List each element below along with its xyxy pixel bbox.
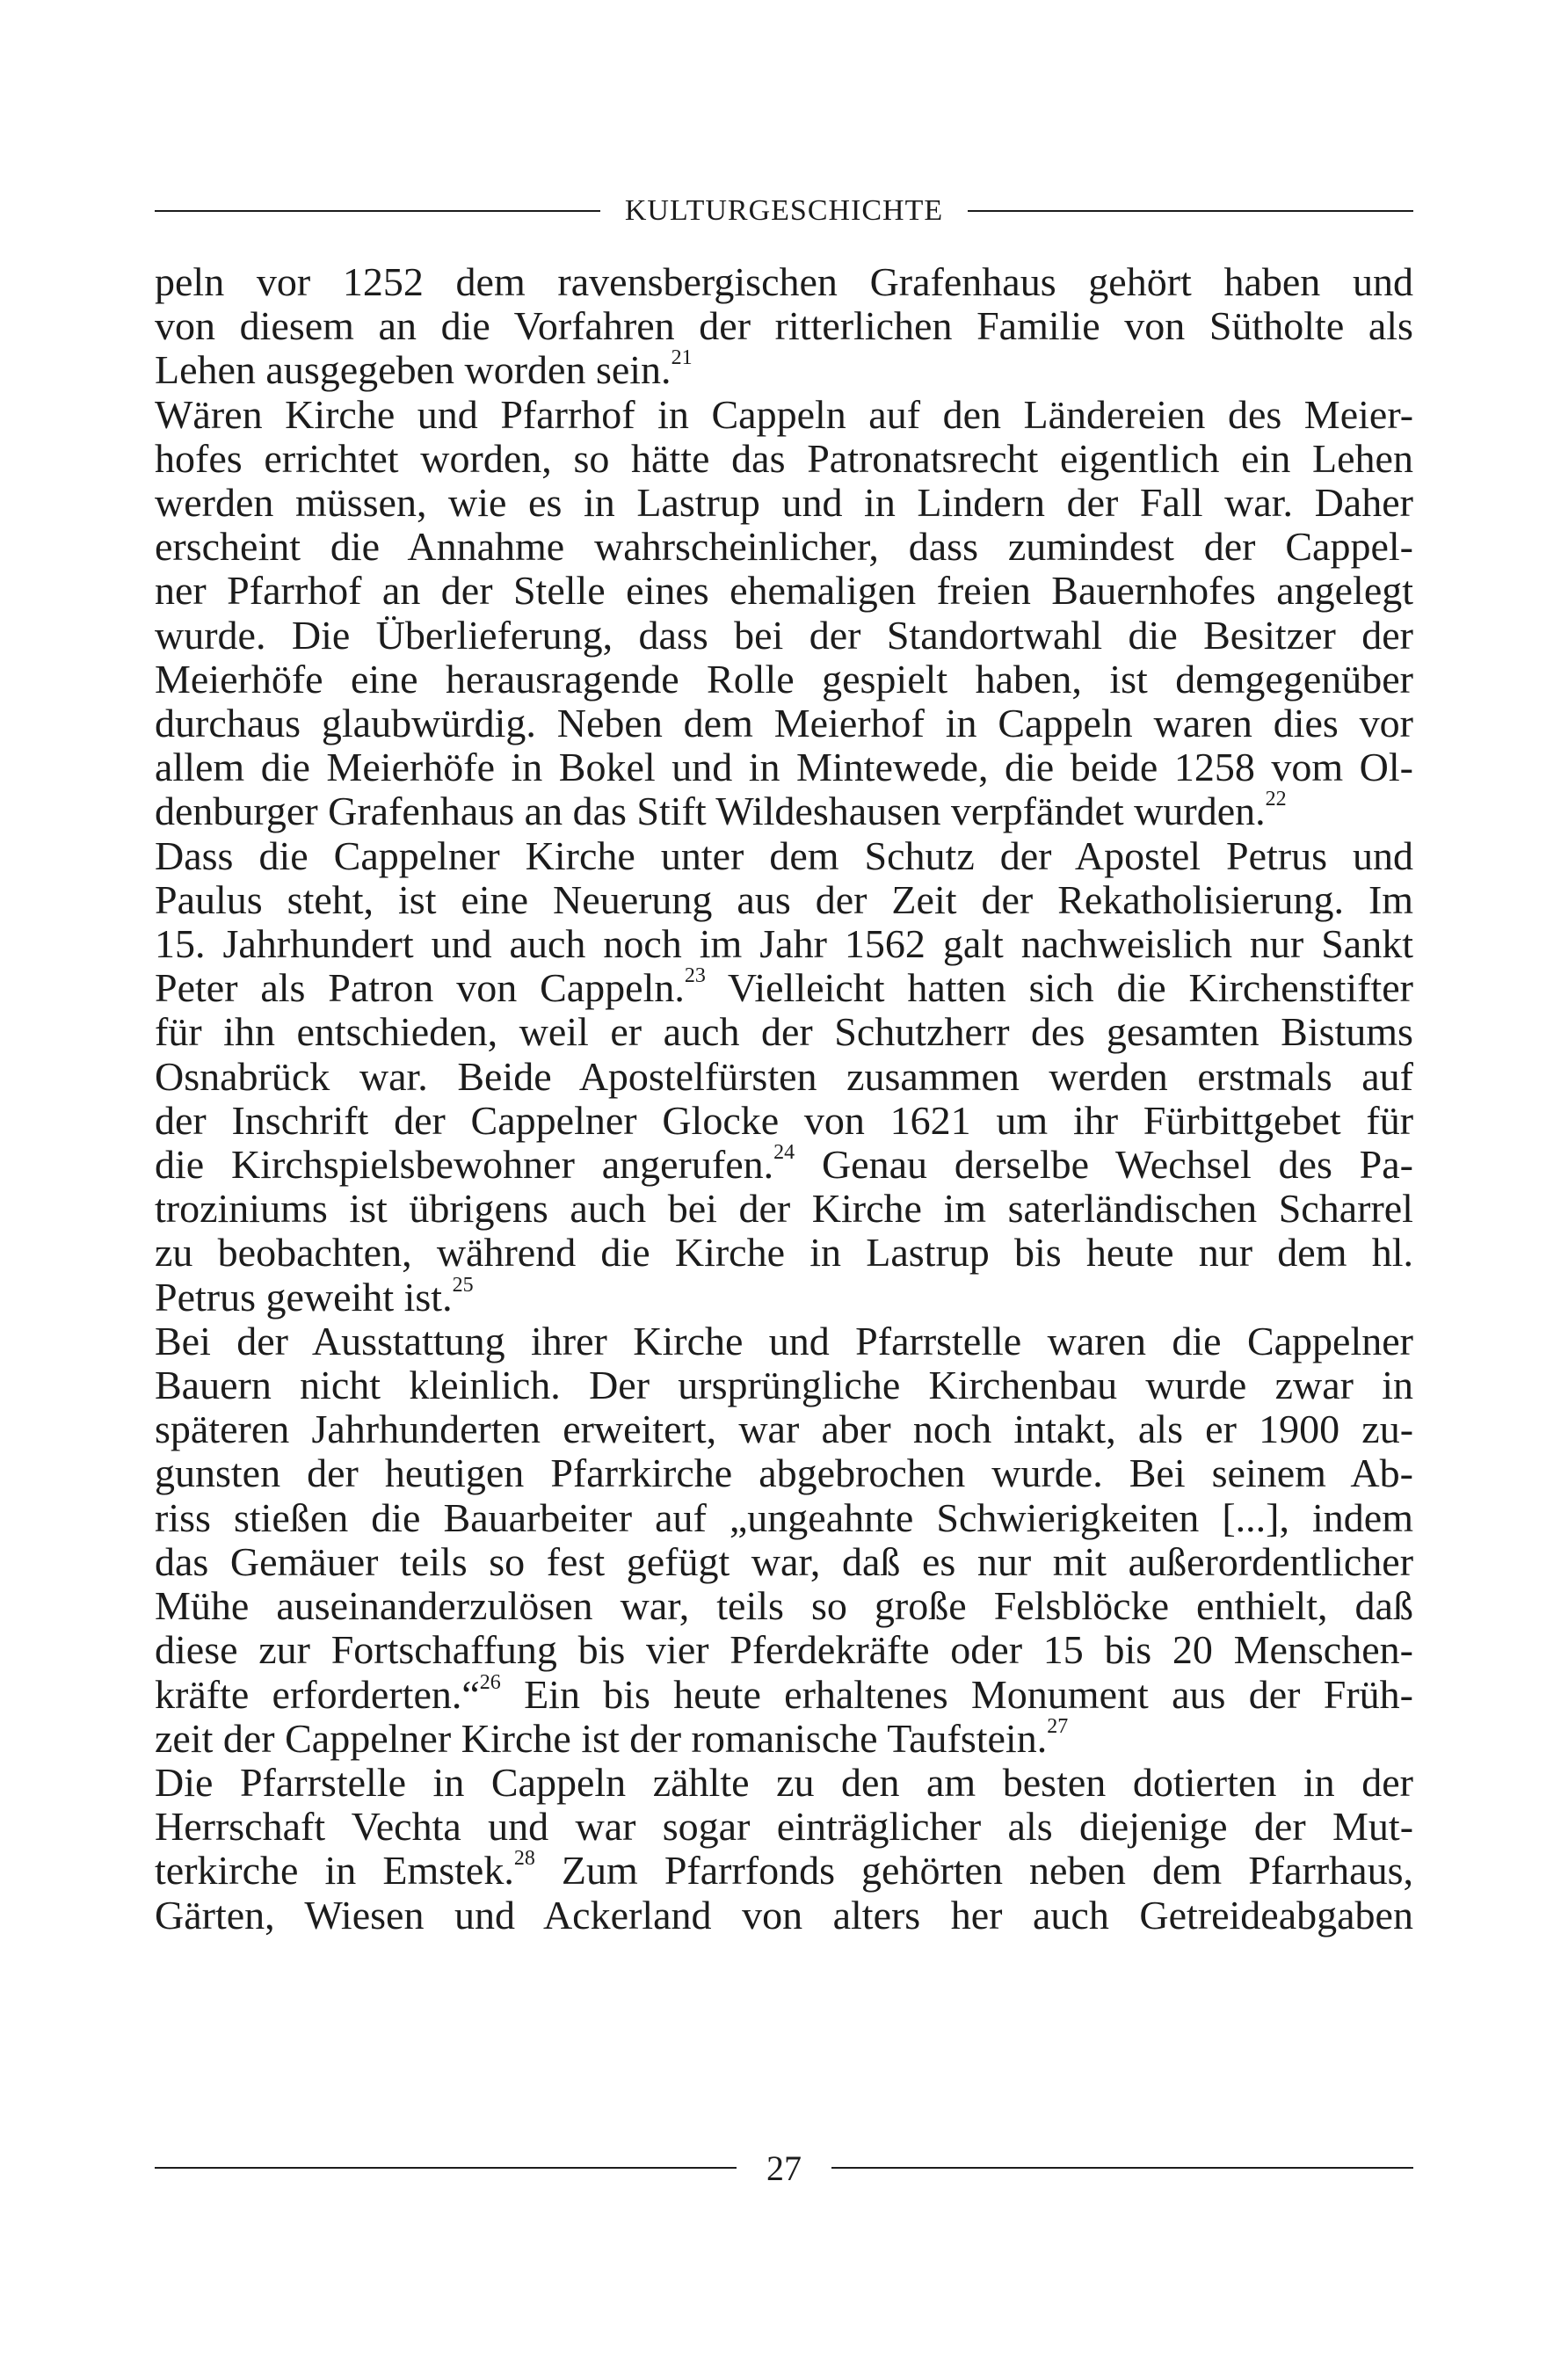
text-line-content: hofes errichtet worden, so hätte das Patronatsrecht eigentlich ein Lehen (155, 435, 1413, 481)
text-line-content: gunsten der heutigen Pfarrkirche abgebrochen wurde. Bei seinem Ab- (155, 1450, 1413, 1496)
text-line-content: Petrus geweiht ist. (155, 1274, 453, 1319)
text-line-content: Herrschaft Vechta und war sogar einträglicher als diejenige der Mut- (155, 1804, 1414, 1850)
text-line-content: Wären Kirche und Pfarrhof in Cappeln auf den Ländereien des Meier- (155, 391, 1414, 437)
text-line-content: zu beobachten, während die Kirche in Lastrup bis heute nur dem hl. (155, 1230, 1414, 1276)
text-line-content: terkirche in Emstek. (155, 1848, 514, 1894)
text-line (155, 834, 1413, 878)
text-line (155, 260, 1413, 304)
text-line-content: Die Pfarrstelle in Cappeln zählte zu den am besten dotierten in der (155, 1759, 1413, 1805)
footnote-ref[interactable]: 27 (1047, 1714, 1069, 1738)
text-line-content: allem die Meierhöfe in Bokel und in Mintewede, die beide 1258 vom Ol- (155, 745, 1413, 790)
text-line (155, 1010, 1413, 1054)
text-line-continuation: Vielleicht hatten sich die Kirchenstifter (705, 965, 1413, 1011)
text-line (155, 702, 1413, 745)
text-line (155, 1670, 1413, 1717)
running-head-rule-right (968, 210, 1413, 212)
footnote-ref[interactable]: 23 (684, 964, 706, 988)
text-line-content: kräfte erforderten.“ (155, 1671, 480, 1717)
text-line-content: zeit der Cappelner Kirche ist der romanische Taufstein. (155, 1715, 1048, 1761)
text-line (155, 1273, 1413, 1319)
footnote-ref[interactable]: 24 (773, 1141, 795, 1165)
text-line-continuation: Ein bis heute erhaltenes Monument aus der Früh- (500, 1671, 1413, 1717)
page-footer (155, 2141, 1413, 2194)
text-line (155, 1628, 1413, 1672)
text-line (155, 304, 1413, 348)
text-line (155, 1496, 1413, 1540)
text-line-content: peln vor 1252 dem ravensbergischen Grafenhaus gehört haben und (155, 259, 1413, 304)
footnote-ref[interactable]: 26 (479, 1670, 501, 1694)
text-line (155, 745, 1413, 789)
text-line (155, 1584, 1413, 1628)
footnote-ref[interactable]: 28 (513, 1847, 535, 1871)
text-line-continuation: Genau derselbe Wechsel des Pa- (795, 1142, 1414, 1188)
text-line (155, 658, 1413, 702)
text-line (155, 437, 1413, 481)
text-line-content: denburger Grafenhaus an das Stift Wildeshausen verpfändet wurden. (155, 789, 1266, 834)
text-line (155, 1540, 1413, 1584)
text-line (155, 1451, 1413, 1495)
text-line (155, 1894, 1413, 1937)
text-line-content: Mühe auseinanderzulösen war, teils so große Felsblöcke enthielt, daß (155, 1583, 1413, 1629)
text-line-content: troziniums ist übrigens auch bei der Kirche im saterländischen Scharrel (155, 1186, 1413, 1232)
text-line (155, 1055, 1413, 1099)
text-line (155, 1714, 1413, 1761)
text-line (155, 966, 1413, 1010)
text-line (155, 1187, 1413, 1231)
footer-rule-right (831, 2167, 1413, 2169)
running-head-title: KULTURGESCHICHTE (624, 194, 944, 227)
text-line-content: das Gemäuer teils so fest gefügt war, daß es nur mit außerordentlicher (155, 1538, 1414, 1584)
text-line-content: Bei der Ausstattung ihrer Kirche und Pfarrstelle waren die Cappelner (155, 1318, 1413, 1363)
text-line (155, 1849, 1413, 1893)
text-line-content: Meierhöfe eine herausragende Rolle gespielt haben, ist demgegenüber (155, 656, 1413, 702)
text-line (155, 1231, 1413, 1275)
text-line (155, 1363, 1413, 1407)
text-line-content: wurde. Die Überlieferung, dass bei der Standortwahl die Besitzer der (155, 612, 1413, 658)
text-line-content: werden müssen, wie es in Lastrup und in Lindern der Fall war. Daher (155, 480, 1413, 526)
text-line-continuation: Zum Pfarrfonds gehörten neben dem Pfarrhaus, (534, 1848, 1413, 1894)
text-line-content: von diesem an die Vorfahren der ritterlichen Familie von Sütholte als (155, 303, 1413, 349)
text-line (155, 789, 1413, 833)
text-line-content: Peter als Patron von Cappeln. (155, 965, 685, 1011)
text-line (155, 481, 1413, 525)
text-line-content: durchaus glaubwürdig. Neben dem Meierhof in Cappeln waren dies vor (155, 701, 1413, 746)
text-line (155, 525, 1413, 569)
text-line (155, 1805, 1413, 1849)
footnote-ref[interactable]: 22 (1265, 788, 1287, 811)
text-line (155, 569, 1413, 613)
text-line-content: Osnabrück war. Beide Apostelfürsten zusammen werden erstmals auf (155, 1053, 1413, 1099)
text-line (155, 1319, 1413, 1363)
text-line-content: Lehen ausgegeben worden sein. (155, 347, 671, 393)
text-line (155, 1761, 1413, 1805)
text-line-content: Paulus steht, ist eine Neuerung aus der Zeit der Rekatholisierung. Im (155, 876, 1414, 922)
running-head-rule-left (155, 210, 600, 212)
text-line (155, 1099, 1413, 1143)
text-line-content: diese zur Fortschaffung bis vier Pferdekräfte oder 15 bis 20 Menschen- (155, 1627, 1413, 1673)
text-line-content: Dass die Cappelner Kirche unter dem Schutz der Apostel Petrus und (155, 832, 1414, 878)
text-line (155, 878, 1413, 922)
running-head (155, 188, 1413, 234)
text-line (155, 1143, 1413, 1187)
text-line-content: Bauern nicht kleinlich. Der ursprüngliche Kirchenbau wurde zwar in (155, 1363, 1413, 1408)
text-line-content: riss stießen die Bauarbeiter auf „ungeahnte Schwierigkeiten [...], indem (155, 1494, 1413, 1540)
text-line-content: ner Pfarrhof an der Stelle eines ehemaligen freien Bauernhofes angelegt (155, 568, 1414, 614)
text-line-content: 15. Jahrhundert und auch noch im Jahr 1562 galt nachweislich nur Sankt (155, 921, 1413, 967)
text-line (155, 922, 1413, 966)
text-line (155, 1407, 1413, 1451)
text-line-content: späteren Jahrhunderten erweitert, war aber noch intakt, als er 1900 zu- (155, 1407, 1414, 1452)
footnote-ref[interactable]: 25 (452, 1273, 474, 1297)
footer-rule-left (155, 2167, 737, 2169)
text-line-content: die Kirchspielsbewohner angerufen. (155, 1142, 774, 1188)
page-number: 27 (766, 2148, 802, 2188)
text-line-content: der Inschrift der Cappelner Glocke von 1621 um ihr Fürbittgebet für (155, 1097, 1414, 1143)
text-line-content: Gärten, Wiesen und Ackerland von alters her auch Getreideabgaben (155, 1892, 1413, 1937)
text-line (155, 614, 1413, 658)
text-line (155, 393, 1413, 437)
text-line (155, 348, 1413, 392)
text-line-content: für ihn entschieden, weil er auch der Schutzherr des gesamten Bistums (155, 1009, 1413, 1055)
text-line-content: erscheint die Annahme wahrscheinlicher, dass zumindest der Cappel- (155, 524, 1413, 570)
body-text (155, 260, 1413, 1937)
footnote-ref[interactable]: 21 (671, 346, 693, 370)
